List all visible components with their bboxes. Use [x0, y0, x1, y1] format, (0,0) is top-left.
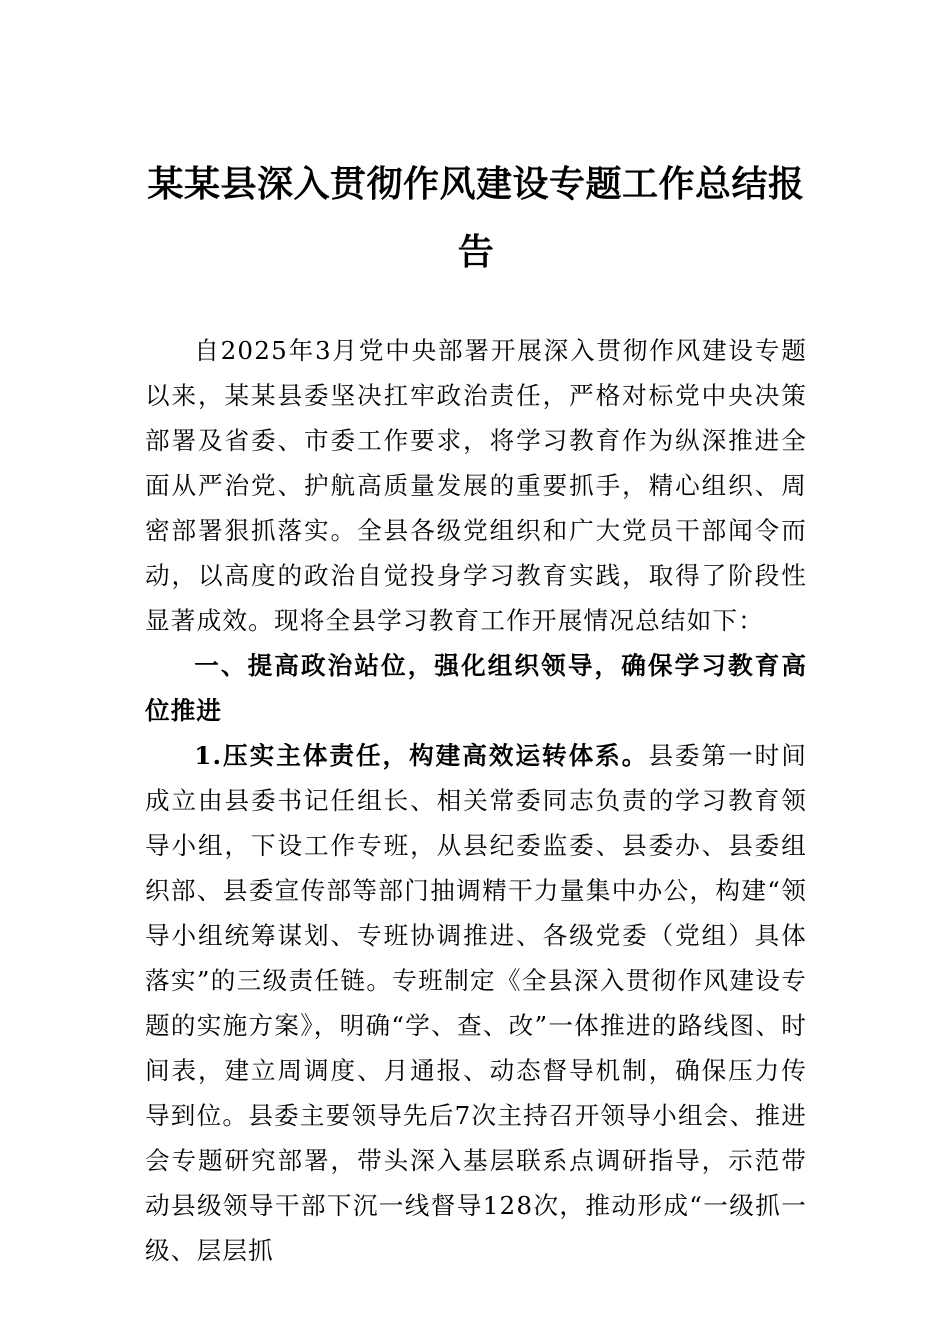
intro-paragraph: 自2025年3月党中央部署开展深入贯彻作风建设专题以来，某某县委坚决扛牢政治责任，严格对标党中央决策部署及省委、市委工作要求，将学习教育作为纵深推进全面从严治党、护航高质量发展的重要抓手，精心组织、周密部署狠抓落实。全县各级党组织和广大党员干部闻令而动，以高度的政治自觉投身学习教育实践，取得了阶段性显著成效。现将全县学习教育工作开展情况总结如下： [145, 336, 807, 635]
document-title: 某某县深入贯彻作风建设专题工作总结报告 [147, 163, 805, 273]
document-body [145, 328, 807, 1273]
section-heading-1: 一、提高政治站位，强化组织领导，确保学习教育高位推进 [145, 651, 807, 725]
item-lead-1: 1.压实主体责任，构建高效运转体系。 [194, 741, 649, 770]
item-body-1: 县委第一时间成立由县委书记任组长、相关常委同志负责的学习教育领导小组，下设工作专班，从县纪委监委、县委办、县委组织部、县委宣传部等部门抽调精干力量集中办公，构建“领导小组统筹谋划、专班协调推进、各级党委（党组）具体落实”的三级责任链。专班制定《全县深入贯彻作风建设专题的实施方案》，明确“学、查、改”一体推进的路线图、时间表，建立周调度、月通报、动态督导机制，确保压力传导到位。县委主要领导先后7次主持召开领导小组会、推进会专题研究部署，带头深入基层联系点调研指导，示范带动县级领导干部下沉一线督导128次，推动形成“一级抓一级、层层抓 [145, 741, 807, 1265]
item-paragraph-1 [145, 733, 807, 1273]
